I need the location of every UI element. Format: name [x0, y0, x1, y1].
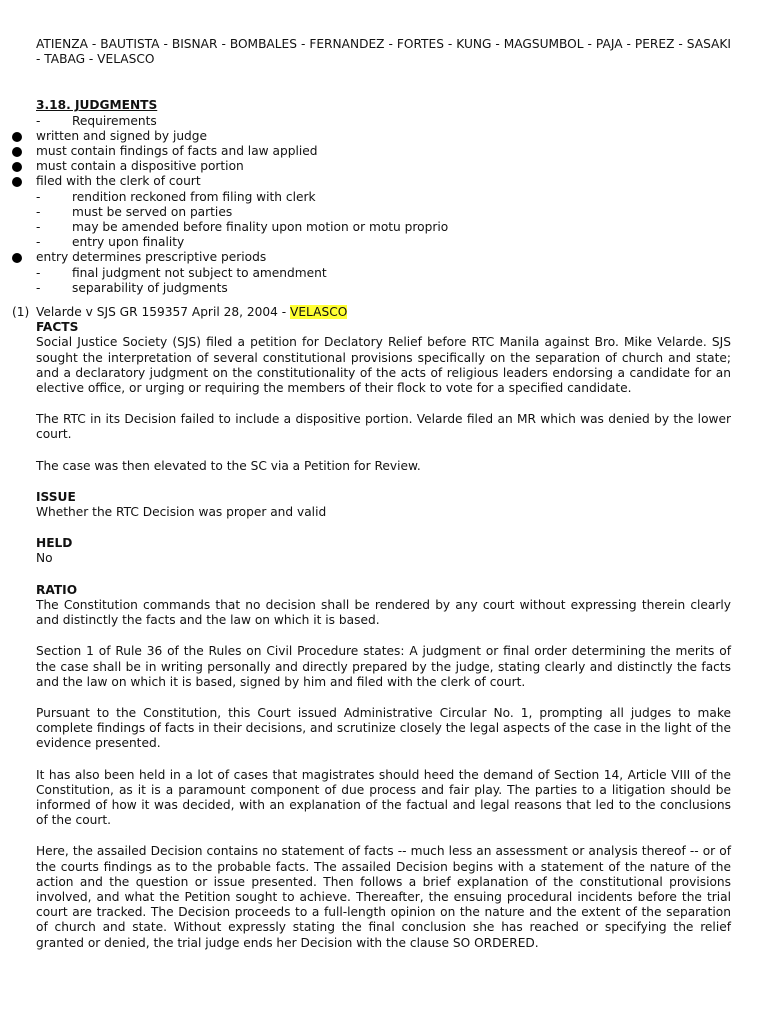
- case-number: (1): [12, 305, 30, 320]
- dash-marker: -: [36, 235, 41, 250]
- facts-paragraph: Social Justice Society (SJS) filed a petition for Declatory Relief before RTC Manila against Bro. Mike Velarde. SJS sought the interpretation of several constitutional provisions specifically on the separation of church and state; and a declaratory judgment on the constitutionality of the acts of religious leaders endorsing a candidate for an elective office, or urging or requiring the members of their flock to vote for a specified candidate.: [36, 335, 731, 396]
- bullet-icon: [12, 177, 22, 187]
- dash-marker: -: [36, 280, 41, 295]
- ratio-paragraph: The Constitution commands that no decision shall be rendered by any court without expressing therein clearly and distinctly the facts and the law on which it is based.: [36, 597, 731, 628]
- dash-marker: -: [36, 265, 41, 280]
- sub-list-item: [36, 281, 731, 296]
- list-item-text: rendition reckoned from filing with clerk: [72, 189, 316, 204]
- dash-marker: -: [36, 113, 41, 128]
- dash-marker: -: [36, 189, 41, 204]
- section-title: 3.18. JUDGMENTS: [36, 98, 158, 113]
- list-item: [36, 250, 731, 265]
- ratio-paragraph: Pursuant to the Constitution, this Court issued Administrative Circular No. 1, prompting all judges to make complete findings of facts in their decisions, and scrutinize closely the legal aspects of the case in the light of the evidence presented.: [36, 705, 731, 751]
- bullet-icon: [12, 253, 22, 263]
- facts-paragraph: The RTC in its Decision failed to include a dispositive portion. Velarde filed an MR which was denied by the lower court.: [36, 412, 731, 442]
- list-item: [36, 159, 731, 174]
- bullet-icon: [12, 162, 22, 172]
- held-label: HELD: [36, 536, 73, 551]
- sub-list-item: [36, 220, 731, 235]
- sub-list-item: [36, 266, 731, 281]
- dash-marker: -: [36, 220, 41, 235]
- facts-paragraph: The case was then elevated to the SC via a Petition for Review.: [36, 458, 421, 473]
- ratio-paragraph: Here, the assailed Decision contains no statement of facts -- much less an assessment or analysis thereof -- or of the courts findings as to the probable facts. The assailed Decision begins with a statement of the nature of the action and the question or issue presented. Then follows a brief explanation of the constitutional provisions involved, and what the Petition sought to achieve. Thereafter, the ensuing procedural incidents before the trial court are tracked. The Decision proceeds to a full-length opinion on the nature and the extent of the separation of church and state. Without expressly stating the final conclusion she has reached or specifying the relief granted or denied, the trial judge ends her Decision with the clause SO ORDERED.: [36, 844, 731, 950]
- bullet-icon: [12, 147, 22, 157]
- list-item-text: written and signed by judge: [36, 128, 208, 143]
- requirements-list: [36, 129, 731, 296]
- ratio-paragraph: Section 1 of Rule 36 of the Rules on Civil Procedure states: A judgment or final order determining the merits of the case shall be in writing personally and directly prepared by the judge, stating clearly and distinctly the facts and the law on which it is based, signed by him and filed with the clerk of court.: [36, 644, 731, 689]
- list-item-text: entry determines prescriptive periods: [36, 250, 267, 265]
- list-item-text: filed with the clerk of court: [36, 174, 201, 189]
- sub-list-item: [36, 205, 731, 220]
- dash-marker: -: [36, 204, 41, 219]
- list-item-text: may be amended before finality upon motion or motu proprio: [72, 220, 449, 235]
- issue-text: Whether the RTC Decision was proper and valid: [36, 505, 327, 520]
- case-heading: [12, 305, 731, 320]
- requirements-label: Requirements: [72, 113, 157, 128]
- list-item: [36, 174, 731, 189]
- bullet-icon: [12, 132, 22, 142]
- sub-list-item: [36, 190, 731, 205]
- list-item-text: separability of judgments: [72, 280, 228, 295]
- list-item-text: must contain a dispositive portion: [36, 159, 244, 174]
- list-item-text: entry upon finality: [72, 235, 185, 250]
- case-citation: Velarde v SJS GR 159357 April 28, 2004 -: [36, 305, 291, 320]
- ratio-label: RATIO: [36, 582, 78, 597]
- ratio-paragraph: It has also been held in a lot of cases that magistrates should heed the demand of Section 14, Article VIII of the Constitution, as it is a paramount component of due process and fair play. The parties to a litigation should be informed of how it was decided, with an explanation of the factual and legal reasons that led to the conclusions of the court.: [36, 767, 731, 828]
- document-page: [12, 37, 731, 967]
- list-item-text: final judgment not subject to amendment: [72, 265, 327, 280]
- issue-label: ISSUE: [36, 489, 76, 504]
- author-list: ATIENZA - BAUTISTA - BISNAR - BOMBALES - FERNANDEZ - FORTES - KUNG - MAGSUMBOL - PAJA - PEREZ - SASAKI - TABAG - VELASCO: [36, 37, 731, 67]
- list-item-text: must be served on parties: [72, 204, 233, 219]
- facts-label: FACTS: [36, 320, 79, 335]
- held-text: No: [36, 551, 53, 566]
- assigned-highlight: VELASCO: [290, 305, 348, 320]
- sub-list-item: [36, 235, 731, 250]
- list-item: [36, 144, 731, 159]
- requirements-heading: [36, 114, 731, 129]
- list-item: [36, 129, 731, 144]
- list-item-text: must contain findings of facts and law applied: [36, 144, 318, 159]
